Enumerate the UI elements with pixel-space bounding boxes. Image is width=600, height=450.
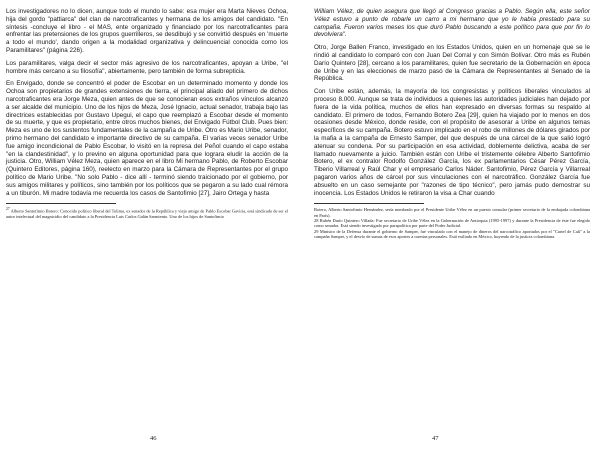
footnote-text: Alberto Santofimio Botero: Conocido político liberal del Tolima, ex senador de la República y viejo amigo de Pablo Escobar Gaviria, está sindicado de ser el autor intelectual del magnicidio del candidato a la Presidencia Luis Carlos Galán Sarmiento. Uno de los hijos de Santofimio [6, 208, 288, 220]
footnote-rule [314, 203, 424, 204]
paragraph: Los paramilitares, valga decir el sector más agresivo de los narcotraficantes, apoyan a Uribe, "el hombre más cercano a su filosofía", abiertamente, pero también de forma subrepticia. [6, 59, 288, 75]
footnote: 28 Rubén Darío Quintero Villada: Fue secretario de Uribe Vélez en la Gobernación de Antioquia (1995-1997) y durante la Presidencia de éste fue elegido como senador. Está siendo investigado por parapolítica por parte del Poder Judicial. [314, 218, 590, 229]
paragraph: Los investigadores no lo dicen, aunque todo el mundo lo sabe: esa mujer era Marta Nieves Ochoa, hija del gordo "pattiarca" del clan de narcotraficantes y hermana de los amigos del candidato. "En síntesis -concluye el libro - el MAS, ente organizado y financiado por los narcotraficantes para enfrentar las pretensiones de los grupos guerrilleros, se desdibujó y se convirtió después en 'muerte a todo el mundo', dando origen a la modalidad organizativa y delincuencial conocida como los Paramilitares" (página 226). [6, 8, 288, 54]
footnote: 29 Ministro de la Defensa durante el gobierno de Samper, fue vinculado con el manejo de dineros del narcotráfico aportados por el "Cartel de Cali" a la campaña Samper, y el desvío de sumas de esos aportes a cuentas personales. Está exiliado en México, huyendo de la justicia colombiana. [314, 228, 590, 240]
footnote-rule [6, 203, 116, 204]
right-page [300, 0, 600, 450]
paragraph: En Envigado, donde se concentró el poder de Escobar en un determinado momento y donde los Ochoa son propietarios de grandes extensiones de tierra, el principal aliado del primero de dichos narcotraficantes era Jorge Meza, quien antes de que se conocieran esos extraños vínculos alcanzó a ser alcalde del municipio. Uno de los hijos de Meza, José Ignacio, actual senador, trabaja bajo las directrices establecidas por Gustavo Upegui, el capo que reemplazó a Escobar desde el momento de su muerte, y que es propietario, entre otros muchos bienes, del Envigado Fútbol Club. Pues bien: Meza es uno de los sustentos fundamentales de la campaña de Uribe. Otro es Mario Uribe, senador, primo hermano del candidato e importante directivo de su campaña. El varias veces senador Uribe fue amigo incondicional de Pablo Escobar, lo visitó en la represa del Peñol cuando el capo estaba "en la clandestinidad", y lo previno en alguna oportunidad para que lograra eludir la acción de la justicia. Otro, William Vélez Meza, quien aparece en el libro Mi hermano Pablo, de Roberto Escobar (Quintero Editores, página 160), reelecto en marzo para la Cámara de Representantes por el grupo político de Mario Uribe. "No solo Pablo - dice allí - terminó siendo traicionado por el gobierno, por sus amigos militares y políticos, sino también por los políticos que se pegaron a su lado cual rémora a un tiburón. Mi madre todavía me recuerda los casos de Santofimio [27], Jairo Ortega y hasta [6, 80, 288, 197]
footnote-marker: 27 [6, 207, 10, 212]
paragraph: William Vélez, de quien asegura que llegó al Congreso gracias a Pablo. Según ella, este señor Vélez estuvo a punto de robarle un carro a mi hermano que yo le había prestado para su campaña. Fueron varios meses los que duró Pablo buscando a este político para que por fin lo devolviera". [314, 8, 590, 39]
page-number: 47 [432, 435, 439, 442]
paragraph: Otro, Jorge Ballen Franco, investigado en los Estados Unidos, quien en un homenaje que se le rindió al candidato lo comparó con con Juan Del Corral y con Simón Bolívar. Otro más es Rubén Darío Quintero [28], cercano a los paramilitares, quien fue secretario de la Gobernación en época de Uribe y en las elecciones de marzo pasó de la Cámara de Representantes al Senado de la República. [314, 44, 590, 83]
footnote: Botero, Alberto Santofimio Hernández, sería nombrado por el Presidente Uribe Vélez en un puesto consular (primer secretario de la embajada colombiana en París). [314, 207, 590, 218]
paragraph: Con Uribe están, además, la mayoría de los congresistas y políticos liberales vinculados al proceso 8.000. Aunque se trata de individuos a quienes las autoridades judiciales han dejado por fuera de la vida política, muchos de ellos han expresado en diversas formas su respaldo al candidato. El primero de todos, Fernando Botero Zea [29], quien ha viajado por lo menos en dos ocasiones desde México, donde reside, con el propósito de asesorar a Uribe en algunos temas específicos de su campaña. Botero estuvo implicado en el robo de millones de dólares girados por la mafia a la campaña de Ernesto Samper, del que después de una cárcel de la que salió logró atenuar su condena. Por su participación en esa actividad, doblemente delictiva, acaba de ser llamado nuevamente a juicio. También están con Uribe el tristemente célebre Alberto Santofimio Botero, el ex contralor Rodolfo González García, los ex parlamentarios César Pérez García, Tiberio Villarreal y Raúl Char y el empresario Carlos Náder. Santofimio, Pérez García y Villarreal pagaron varios años de cárcel por sus vinculaciones con el narcotráfico. González García fue absuelto en un caso semejante por "razones de tipo técnico", pero jamás pudo demostrar su inocencia. Los Estados Unidos le retiraron la visa a Char cuando [314, 88, 590, 197]
footnote [6, 207, 288, 219]
page-number: 46 [150, 435, 157, 442]
